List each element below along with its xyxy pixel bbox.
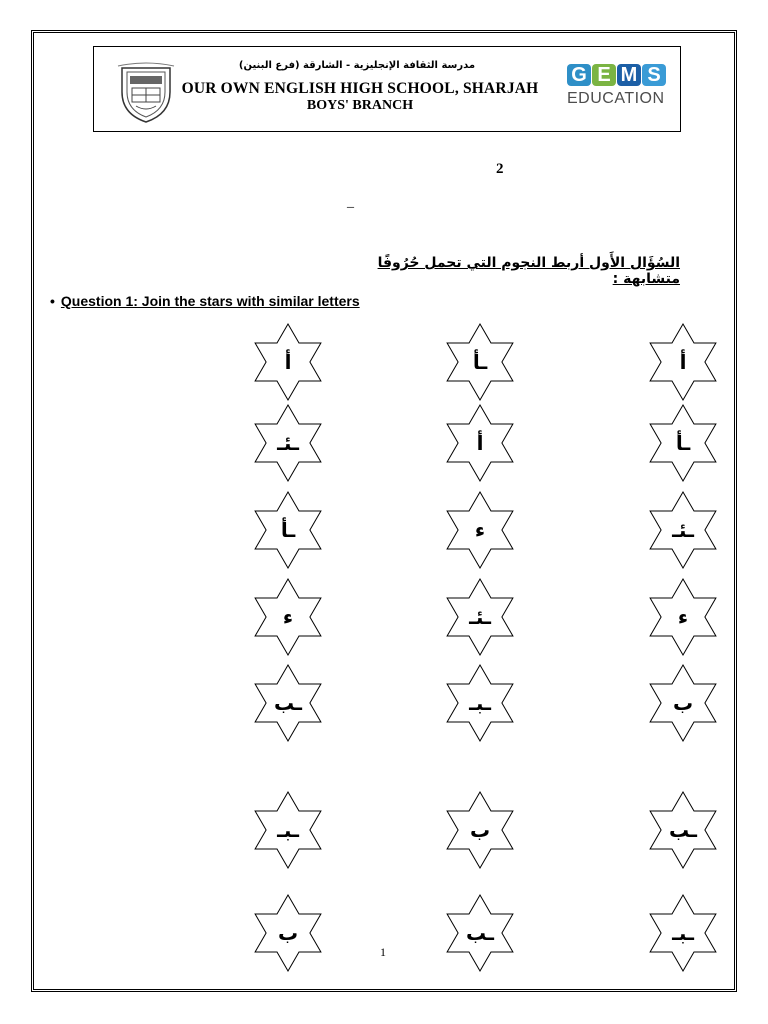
star-left-6[interactable] xyxy=(248,790,328,870)
question-arabic: السُؤَال الأَول أربط النجوم التي تحمل حُرُوفًا متشابهة : xyxy=(377,255,680,287)
star-right-2[interactable] xyxy=(643,403,723,483)
star-letter: ـب xyxy=(273,691,302,715)
star-left-7[interactable] xyxy=(248,893,328,973)
star-right-3[interactable] xyxy=(643,490,723,570)
school-name: OUR OWN ENGLISH HIGH SCHOOL, SHARJAH xyxy=(181,80,539,97)
star-middle-6[interactable] xyxy=(440,790,520,870)
question-1-label: Question 1: Join the stars with similar letters xyxy=(60,293,360,309)
school-name-arabic: مدرسة الثقافة الإنجليزية - الشارقة (فرع البنين) xyxy=(238,60,476,71)
star-middle-1[interactable] xyxy=(440,322,520,402)
star-right-1[interactable] xyxy=(643,322,723,402)
star-middle-2[interactable] xyxy=(440,403,520,483)
star-left-4[interactable] xyxy=(248,577,328,657)
gems-letter-m: M xyxy=(617,64,641,86)
star-letter: ء xyxy=(474,518,486,542)
question-bullet: • xyxy=(50,293,55,309)
branch-name: BOYS' BRANCH xyxy=(306,98,414,113)
star-letter: ب xyxy=(277,921,299,945)
star-left-1[interactable] xyxy=(248,322,328,402)
gems-letter-s: S xyxy=(642,64,666,86)
star-letter: أ xyxy=(476,431,484,455)
star-letter: ب xyxy=(672,691,694,715)
name-blank: _ xyxy=(347,195,354,210)
star-letter: ـبـ xyxy=(469,691,491,715)
star-right-4[interactable] xyxy=(643,577,723,657)
star-letter: أ xyxy=(284,350,292,374)
star-middle-5[interactable] xyxy=(440,663,520,743)
gems-education-logo xyxy=(567,64,673,114)
page-number: 1 xyxy=(380,945,386,959)
star-middle-7[interactable] xyxy=(440,893,520,973)
worksheet-number: 2 xyxy=(496,161,504,177)
star-letter: ـبـ xyxy=(672,921,694,945)
star-letter: ـأ xyxy=(280,518,296,542)
star-right-6[interactable] xyxy=(643,790,723,870)
gems-letter-g: G xyxy=(567,64,591,86)
star-letter: ء xyxy=(677,605,689,629)
question-1 xyxy=(50,293,360,309)
star-letter: ـب xyxy=(465,921,494,945)
education-label: EDUCATION xyxy=(567,90,665,107)
star-left-3[interactable] xyxy=(248,490,328,570)
star-middle-3[interactable] xyxy=(440,490,520,570)
star-letter: ب xyxy=(469,818,491,842)
gems-letters xyxy=(567,64,673,86)
star-letter: ـأ xyxy=(675,431,691,455)
star-letter: ـئـ xyxy=(672,518,694,542)
star-letter: ء xyxy=(282,605,294,629)
star-letter: ـب xyxy=(668,818,697,842)
star-right-5[interactable] xyxy=(643,663,723,743)
star-left-5[interactable] xyxy=(248,663,328,743)
gems-letter-e: E xyxy=(592,64,616,86)
school-crest-icon xyxy=(116,62,176,124)
star-middle-4[interactable] xyxy=(440,577,520,657)
page-border xyxy=(31,30,737,992)
star-left-2[interactable] xyxy=(248,403,328,483)
star-right-7[interactable] xyxy=(643,893,723,973)
star-letter: ـأ xyxy=(472,350,488,374)
star-letter: ـئـ xyxy=(469,605,491,629)
star-letter: ـئـ xyxy=(277,431,299,455)
star-letter: أ xyxy=(679,350,687,374)
star-letter: ـبـ xyxy=(277,818,299,842)
